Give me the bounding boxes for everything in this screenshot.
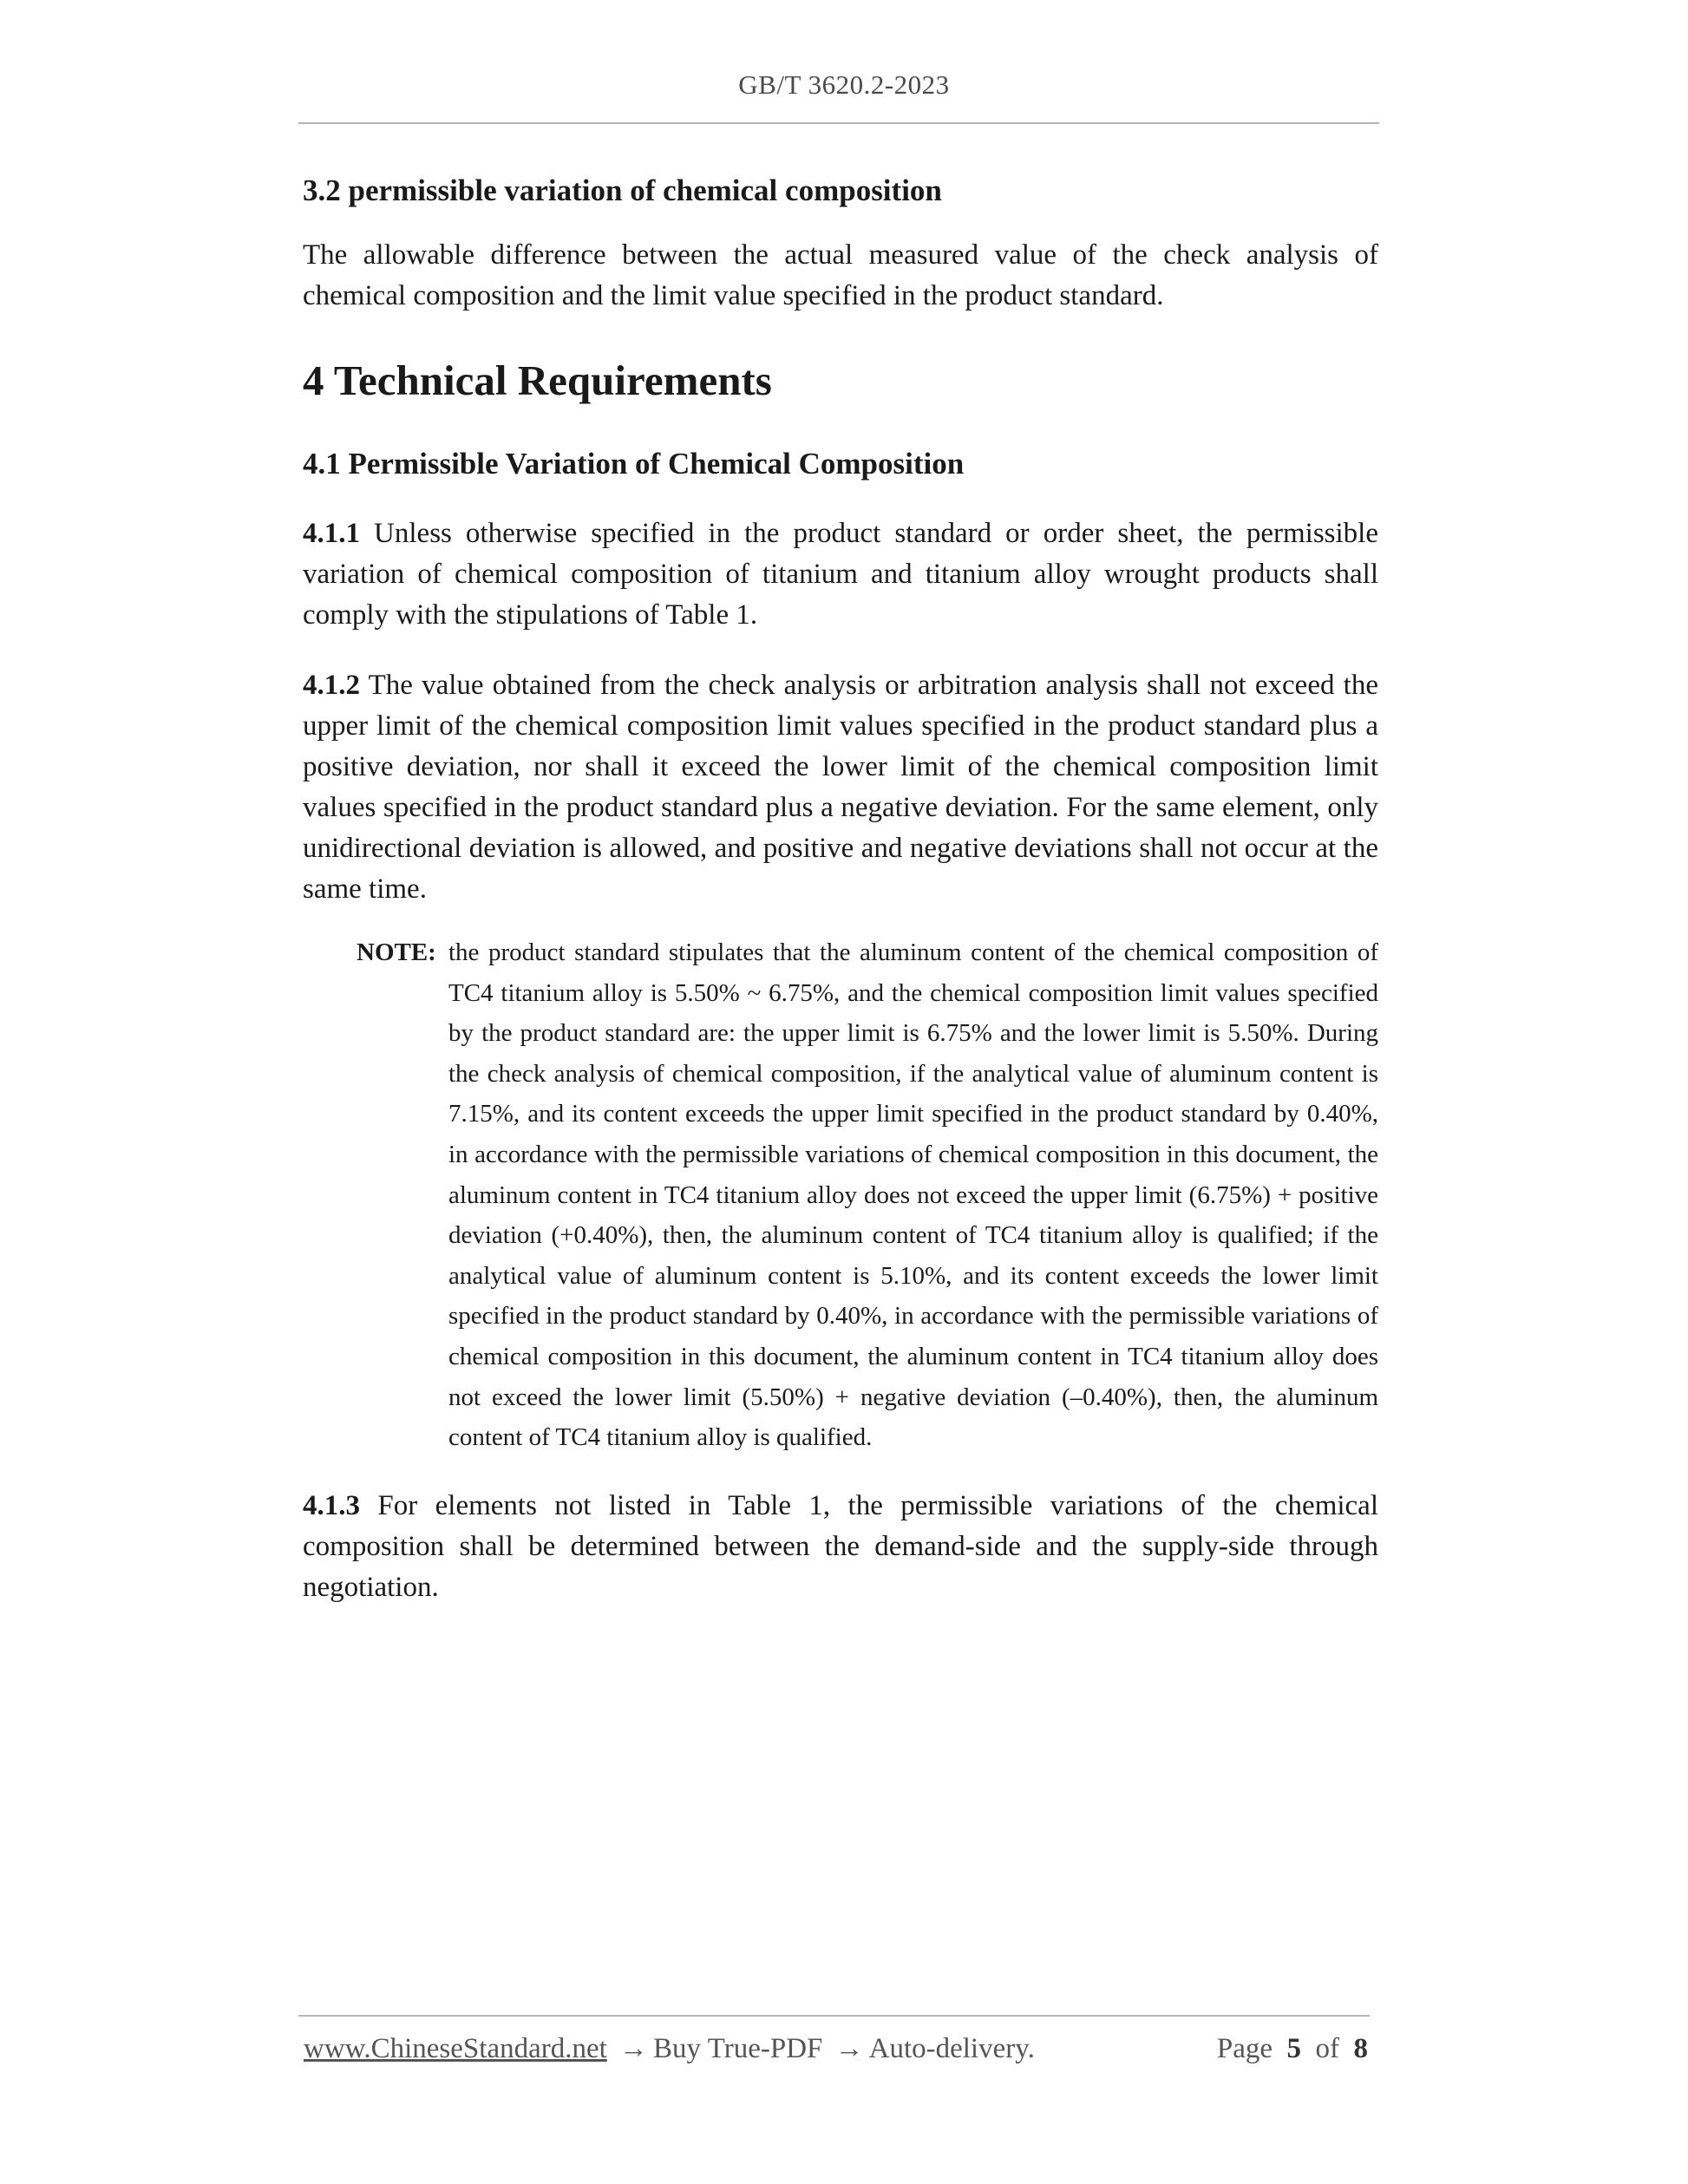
of-label: of [1315, 2033, 1339, 2064]
arrow-right-icon: → [834, 2033, 864, 2064]
buy-text: Buy True-PDF [653, 2033, 823, 2064]
paragraph-4-1-1-text: Unless otherwise specified in the product standard or order sheet, the permissible variation of chemical composition of titanium and titanium alloy wrought products shall comply with the stipulations of Table 1. [303, 518, 1378, 631]
page-current: 5 [1286, 2033, 1301, 2064]
footer-divider [298, 2015, 1370, 2017]
section-3-2-body: The allowable difference between the actual measured value of the check analysis of chemical composition and the limit value specified in the product standard. [303, 239, 1378, 311]
header-doc-id: GB/T 3620.2-2023 [738, 69, 950, 100]
page-content [303, 170, 1378, 1608]
section-4-heading: 4 Technical Requirements [303, 356, 772, 404]
paragraph-4-1-3-number: 4.1.3 [303, 1489, 360, 1521]
page-label: Page [1216, 2033, 1273, 2064]
delivery-text: Auto-delivery. [868, 2033, 1035, 2064]
paragraph-4-1-1 [303, 513, 1378, 636]
paragraph-4-1-3-text: For elements not listed in Table 1, the permissible variations of the chemical composition shall be determined between the demand-side and the supply-side through negotiation. [303, 1489, 1378, 1603]
page-indicator [1217, 2033, 1368, 2065]
arrow-right-icon: → [619, 2033, 649, 2064]
paragraph-4-1-1-number: 4.1.1 [303, 518, 360, 549]
note-text: the product standard stipulates that the aluminum content of the chemical composition of TC4 titanium alloy is 5.50% ~ 6.75%, and the chemical composition limit values specified by the product standard are: the upper limit is 6.75% and the lower limit is 5.50%. During the check analysis of chemical composition, if the analytical value of aluminum content is 7.15%, and its content exceeds the upper limit specified in the product standard by 0.40%, in accordance with the permissible variations of chemical composition in this document, the aluminum content in TC4 titanium alloy does not exceed the upper limit (6.75%) + positive deviation (+0.40%), then, the aluminum content of TC4 titanium alloy is qualified; if the analytical value of aluminum content is 5.10%, and its content exceeds the lower limit specified in the product standard by 0.40%, in accordance with the permissible variations of chemical composition in this document, the aluminum content in TC4 titanium alloy does not exceed the lower limit (5.50%) + negative deviation (–0.40%), then, the aluminum content of TC4 titanium alloy is qualified. [448, 938, 1378, 1452]
paragraph-4-1-2-text: The value obtained from the check analysis or arbitration analysis shall not exceed the upper limit of the chemical composition limit values specified in the product standard plus a positive deviation, nor shall it exceed the lower limit of the chemical composition limit values specified in the product standard plus a negative deviation. For the same element, only unidirectional deviation is allowed, and positive and negative deviations shall not occur at the same time. [303, 670, 1378, 905]
section-3-2-heading: 3.2 permissible variation of chemical composition [303, 173, 942, 207]
note-block [303, 932, 1378, 1458]
note-label: NOTE: [357, 938, 436, 966]
page-total: 8 [1353, 2033, 1368, 2064]
header-divider [298, 122, 1379, 124]
paragraph-4-1-2-number: 4.1.2 [303, 670, 360, 701]
site-link[interactable]: www.ChineseStandard.net [304, 2033, 607, 2064]
paragraph-4-1-3 [303, 1486, 1378, 1608]
section-4-1-heading: 4.1 Permissible Variation of Chemical Composition [303, 447, 965, 481]
footer-promo [304, 2033, 1035, 2065]
paragraph-4-1-2 [303, 665, 1378, 910]
